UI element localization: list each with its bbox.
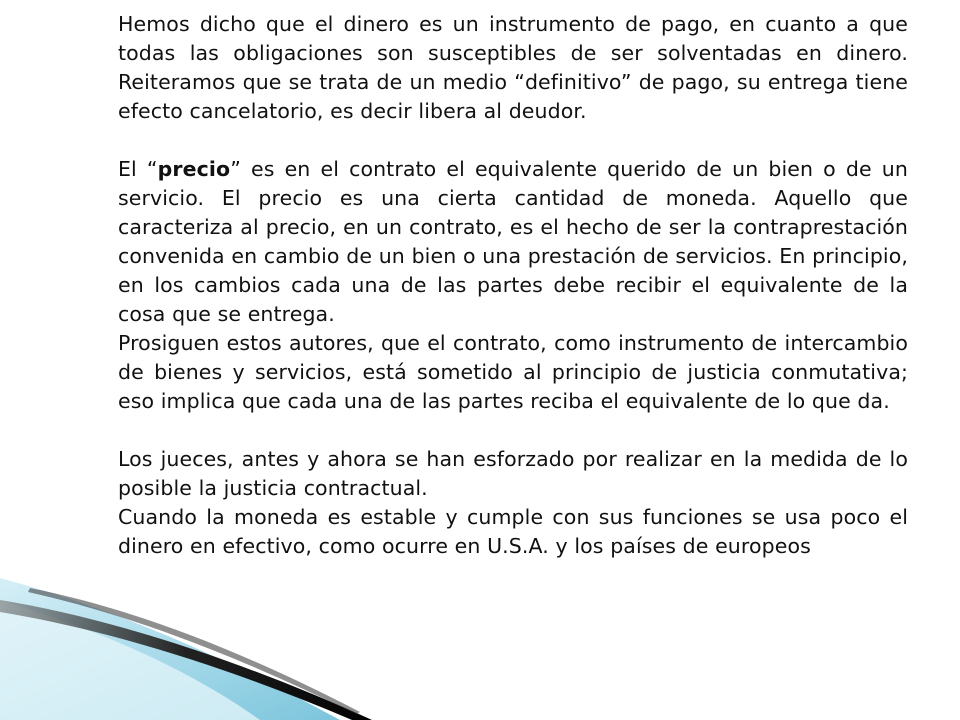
- paragraph-gap: [118, 416, 908, 445]
- swoosh-light-band: [0, 578, 340, 720]
- paragraph-gap: [118, 126, 908, 155]
- paragraph-commutative-justice: Prosiguen estos autores, que el contrato, como instrumento de intercambio de bienes y servicios, está sometido al principio de justicia conmutativa; eso implica que cada una de las partes reciba el equivalente de lo que da.: [118, 331, 908, 413]
- swoosh-dark-stroke: [0, 600, 372, 720]
- paragraph-price-suffix: ” es en el contrato el equivalente querido de un bien o de un servicio. El precio es una cierta cantidad de moneda. Aquello que caracteriza al precio, en un contrato, es el hecho de ser la contraprestación convenida en cambio de un bien o una prestación de servicios. En principio, en los cambios cada una de las partes debe recibir el equivalente de la cosa que se entrega.: [118, 157, 908, 326]
- swoosh-highlight: [0, 600, 260, 720]
- swoosh-thin-line: [28, 588, 360, 714]
- paragraph-price: [118, 155, 908, 329]
- paragraph-price-prefix: El “: [118, 157, 158, 181]
- paragraph-judges: Los jueces, antes y ahora se han esforzado por realizar en la medida de lo posible la justicia contractual.: [118, 447, 908, 500]
- paragraph-money-payment: Hemos dicho que el dinero es un instrumento de pago, en cuanto a que todas las obligaciones son susceptibles de ser solventadas en dinero. Reiteramos que se trata de un medio “definitivo” de pago, su entrega tiene efecto cancelatorio, es decir libera al deudor.: [118, 12, 908, 123]
- term-precio: precio: [157, 157, 231, 181]
- body-text: [118, 10, 908, 561]
- paragraph-stable-currency: Cuando la moneda es estable y cumple con sus funciones se usa poco el dinero en efectivo, como ocurre en U.S.A. y los países de europeos: [118, 505, 908, 558]
